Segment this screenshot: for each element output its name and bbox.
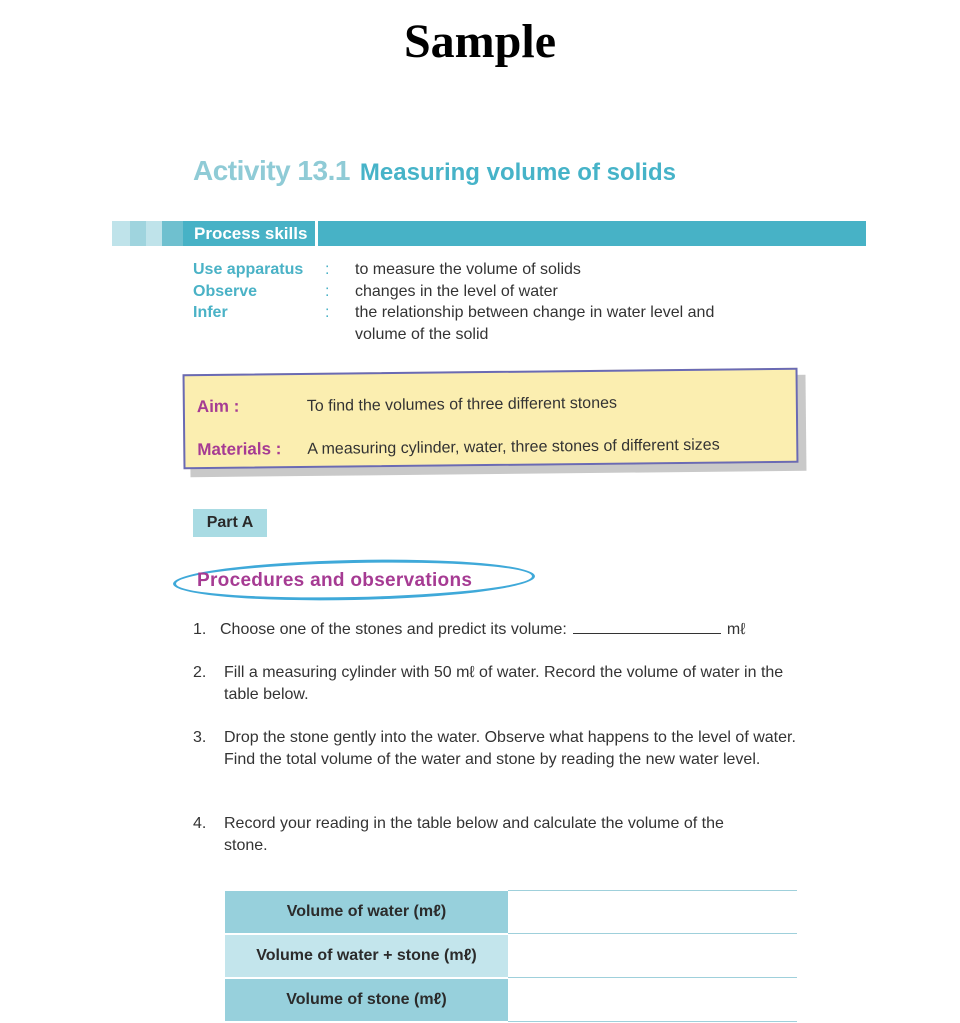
aim-text: To find the volumes of three different stones <box>306 394 618 415</box>
activity-heading <box>193 155 676 187</box>
volume-prediction-blank[interactable] <box>573 621 721 634</box>
skill-name: Use apparatus <box>193 261 304 278</box>
activity-title: Measuring volume of solids <box>359 159 676 186</box>
skill-description: to measure the volume of solids <box>355 261 581 278</box>
skill-colon: : <box>325 261 330 278</box>
step-text: Drop the stone gently into the water. Observe what happens to the level of water. Find the total volume of the water and stone by reading the new water level. <box>224 729 796 768</box>
materials-row <box>197 435 720 460</box>
row-value-cell[interactable] <box>508 934 797 978</box>
row-label: Volume of stone (mℓ) <box>225 978 508 1022</box>
step-number: 4. <box>193 815 207 832</box>
process-skills-label: Process skills <box>183 221 318 246</box>
skill-colon: : <box>325 304 330 321</box>
step-text: Fill a measuring cylinder with 50 mℓ of water. Record the volume of water in the table below. <box>224 664 784 703</box>
step-text: Choose one of the stones and predict its volume: <box>220 621 567 638</box>
row-label: Volume of water + stone (mℓ) <box>225 934 508 978</box>
materials-label: Materials : <box>197 439 282 460</box>
activity-number: Activity 13.1 <box>193 155 350 186</box>
aim-label: Aim : <box>196 396 240 417</box>
step-number: 3. <box>193 729 207 746</box>
skill-row <box>193 259 765 281</box>
procedures-heading: Procedures and observations <box>197 570 473 591</box>
skill-name: Observe <box>193 282 258 300</box>
materials-text: A measuring cylinder, water, three stones of different sizes <box>307 436 720 458</box>
unit-label: mℓ <box>726 621 746 638</box>
skill-description: the relationship between change in water level and volume of the solid <box>355 304 715 343</box>
table-row <box>225 891 797 934</box>
skill-row <box>193 281 765 303</box>
skill-colon: : <box>325 282 330 300</box>
table-row <box>225 934 797 978</box>
part-a-label: Part A <box>193 509 267 537</box>
skill-name: Infer <box>193 304 228 321</box>
row-value-cell[interactable] <box>508 891 797 934</box>
aim-materials-box <box>183 368 799 469</box>
process-skills-list <box>193 259 765 345</box>
skill-row <box>193 302 765 345</box>
page-title: Sample <box>403 15 556 68</box>
skill-description: changes in the level of water <box>355 282 558 300</box>
row-label: Volume of water (mℓ) <box>225 891 508 934</box>
results-table <box>225 890 797 1023</box>
step-number: 2. <box>193 664 207 681</box>
step-number: 1. <box>193 621 207 638</box>
step-text-wrap <box>220 619 840 641</box>
step-text: Record your reading in the table below and calculate the volume of the stone. <box>224 815 724 854</box>
aim-row <box>197 393 617 417</box>
